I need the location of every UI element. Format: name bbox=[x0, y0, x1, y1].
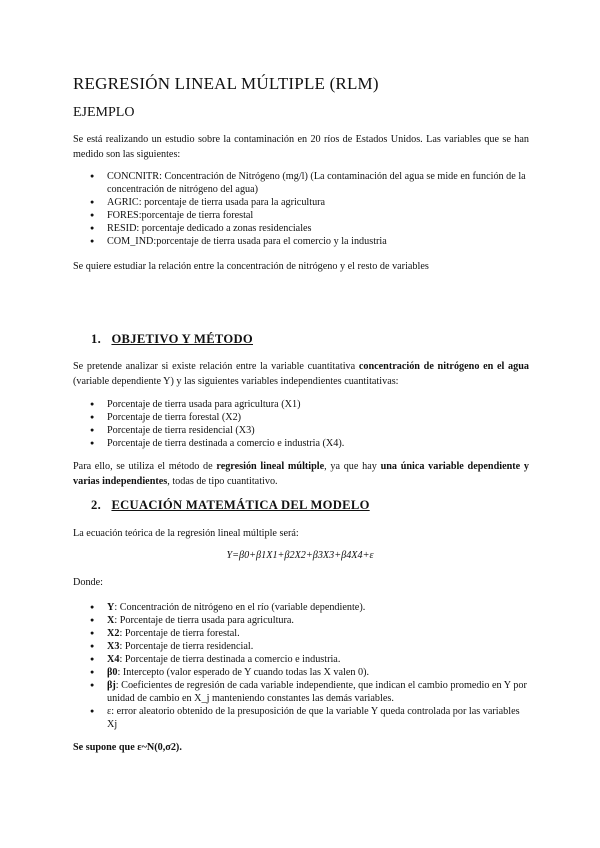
variables-list bbox=[90, 170, 530, 248]
error-assumption bbox=[73, 740, 529, 755]
text-run: (variable dependiente Y) y las siguientes variables independientes cuantitativas: bbox=[73, 376, 399, 387]
document-title: REGRESIÓN LINEAL MÚLTIPLE (RLM) bbox=[73, 74, 379, 93]
text-run: Para ello, se utiliza el método de bbox=[73, 461, 217, 472]
term-symbol: β0 bbox=[107, 667, 118, 678]
section-1-number: 1. bbox=[91, 332, 102, 346]
list-item bbox=[90, 705, 530, 731]
section-2-heading bbox=[91, 498, 370, 513]
text-run: , todas de tipo cuantitativo. bbox=[167, 476, 278, 487]
list-item: ● Porcentaje de tierra destinada a comercio e industria (X4). bbox=[90, 437, 530, 450]
text-run: Se pretende analizar si existe relación entre la variable cuantitativa bbox=[73, 361, 359, 372]
text-run-bold: Se supone que ε~N(0,σ2). bbox=[73, 742, 182, 753]
term-symbol: Y bbox=[107, 602, 115, 613]
list-item bbox=[90, 640, 530, 653]
list-item: ● CONCNITR: Concentración de Nitrógeno (mg/l) (La contaminación del agua se mide en función de la concentración de nitrógeno del agua) bbox=[90, 170, 530, 196]
text-run: , ya que hay bbox=[324, 461, 381, 472]
list-item: ● Porcentaje de tierra usada para agricultura (X1) bbox=[90, 398, 530, 411]
regression-formula: Y=β0+β1X1+β2X2+β3X3+β4X4+ε bbox=[226, 550, 374, 561]
list-item: ● COM_IND:porcentaje de tierra usada para el comercio y la industria bbox=[90, 235, 530, 248]
section-1-title: OBJETIVO Y MÉTODO bbox=[111, 332, 253, 346]
text-run-bold: regresión lineal múltiple bbox=[216, 461, 325, 472]
text-run-bold: concentración de nitrógeno en el agua bbox=[358, 361, 529, 372]
section-2-number: 2. bbox=[91, 498, 102, 512]
list-item bbox=[90, 679, 530, 705]
list-item bbox=[90, 601, 530, 614]
study-goal: Se quiere estudiar la relación entre la concentración de nitrógeno y el resto de variables bbox=[73, 261, 429, 272]
text-run-bold: una única variable dependiente y varias independientes bbox=[73, 461, 529, 487]
list-item bbox=[90, 653, 530, 666]
list-item bbox=[90, 614, 530, 627]
terms-list bbox=[90, 601, 530, 731]
term-description: : Porcentaje de tierra destinada a comercio e industria. bbox=[119, 654, 341, 665]
list-item bbox=[90, 666, 530, 679]
list-item: ● AGRIC: porcentaje de tierra usada para la agricultura bbox=[90, 196, 530, 209]
term-symbol: X3 bbox=[107, 641, 120, 652]
where-label: Donde: bbox=[73, 577, 103, 588]
term-symbol: X bbox=[107, 615, 115, 626]
list-item: ● Porcentaje de tierra forestal (X2) bbox=[90, 411, 530, 424]
independents-list bbox=[90, 398, 530, 450]
equation-intro: La ecuación teórica de la regresión lineal múltiple será: bbox=[73, 528, 299, 539]
intro-paragraph: Se está realizando un estudio sobre la contaminación en 20 ríos de Estados Unidos. Las variables que se han medido son las siguientes: bbox=[73, 134, 529, 160]
term-description: : Porcentaje de tierra usada para agricultura. bbox=[114, 615, 294, 626]
section-2-title: ECUACIÓN MATEMÁTICA DEL MODELO bbox=[111, 498, 370, 512]
term-description: : Intercepto (valor esperado de Y cuando todas las X valen 0). bbox=[117, 667, 370, 678]
term-description: ε: error aleatorio obtenido de la presuposición de que la variable Y queda controlada por las variables Xj bbox=[107, 706, 520, 730]
list-item: ● Porcentaje de tierra residencial (X3) bbox=[90, 424, 530, 437]
section-1-heading bbox=[91, 332, 253, 347]
list-item: ● FORES:porcentaje de tierra forestal bbox=[90, 209, 530, 222]
term-symbol: βj bbox=[107, 680, 116, 691]
term-symbol: X2 bbox=[107, 628, 120, 639]
term-description: : Concentración de nitrógeno en el río (variable dependiente). bbox=[114, 602, 366, 613]
section-1-paragraph bbox=[73, 359, 529, 389]
list-item: ● RESID: porcentaje dedicado a zonas residenciales bbox=[90, 222, 530, 235]
document-subtitle: EJEMPLO bbox=[73, 105, 135, 120]
term-description: : Porcentaje de tierra residencial. bbox=[119, 641, 254, 652]
list-item bbox=[90, 627, 530, 640]
term-description: : Coeficientes de regresión de cada variable independiente, que indican el cambio promedio en Y por unidad de cambio en X_j manteniendo constantes las demás variables. bbox=[107, 680, 527, 704]
method-paragraph bbox=[73, 459, 529, 489]
term-description: : Porcentaje de tierra forestal. bbox=[119, 628, 240, 639]
term-symbol: X4 bbox=[107, 654, 120, 665]
